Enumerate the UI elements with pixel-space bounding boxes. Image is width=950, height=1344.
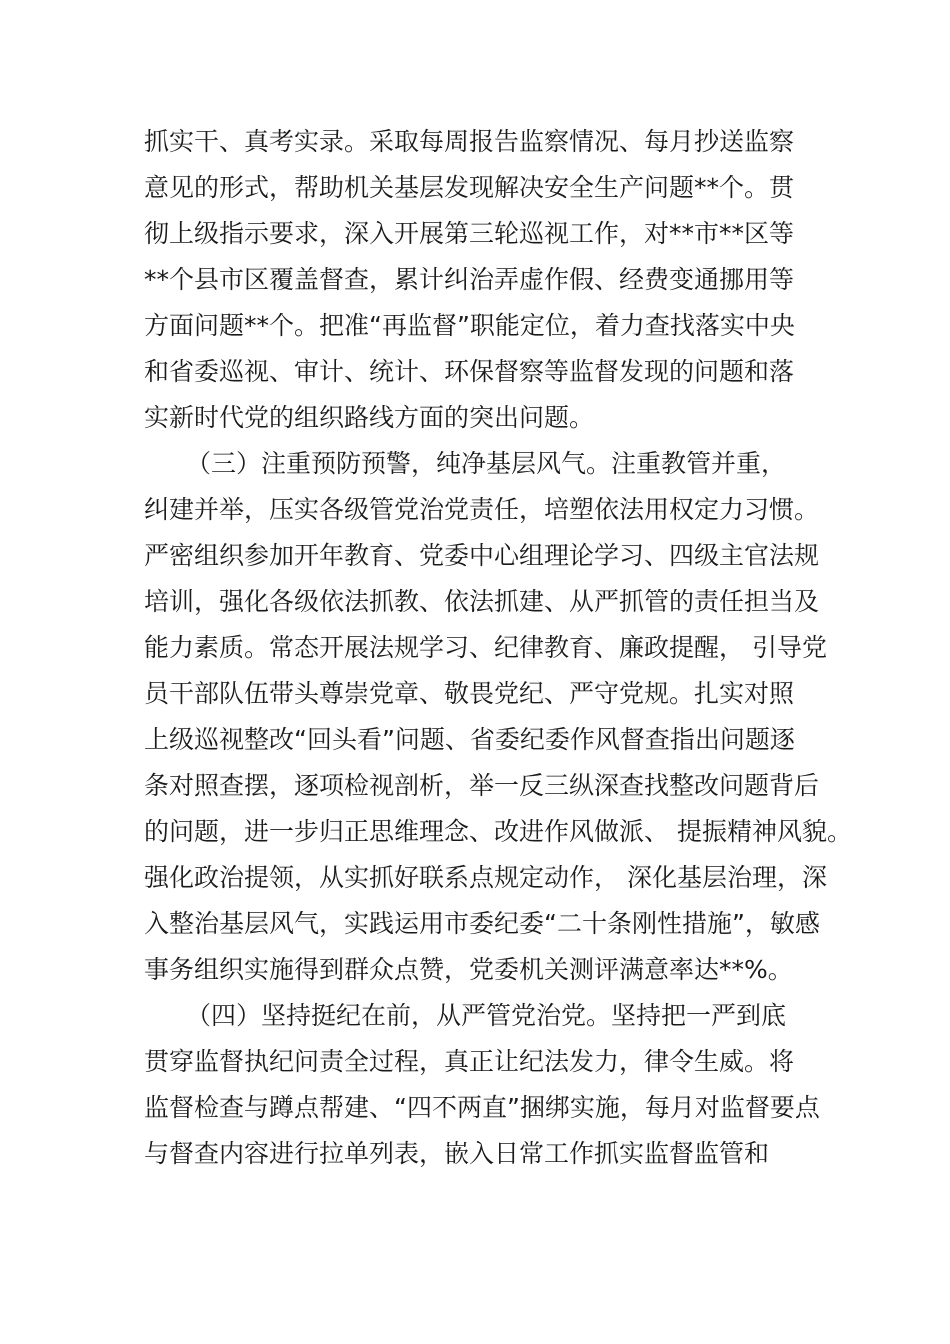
text-line: 培训，强化各级依法抓教、依法抓建、从严抓管的责任担当及 (144, 587, 820, 616)
section-heading-line: （四）坚持挺纪在前，从严管党治党。坚持把一严到底 (186, 1001, 787, 1030)
text-line: 贯穿监督执纪问责全过程，真正让纪法发力，律令生威。将 (144, 1047, 795, 1076)
text-line: 方面问题**个。把准“再监督”职能定位，着力查找落实中央 (144, 311, 795, 340)
text-line: 监督检查与蹲点帮建、“四不两直”捆绑实施，每月对监督要点 (144, 1093, 820, 1122)
text-line: 强化政治提领，从实抓好联系点规定动作， 深化基层治理，深 (144, 863, 827, 892)
text-line: 的问题，进一步归正思维理念、改进作风做派、 提振精神风貌。 (144, 817, 852, 846)
text-line: 条对照查摆，逐项检视剖析，举一反三纵深查找整改问题背后 (144, 771, 820, 800)
text-line: 意见的形式，帮助机关基层发现解决安全生产问题**个。贯 (144, 173, 795, 202)
text-line: 与督查内容进行拉单列表，嵌入日常工作抓实监督监管和 (144, 1139, 770, 1168)
text-line: 实新时代党的组织路线方面的突出问题。 (144, 403, 595, 432)
text-line: 纠建并举，压实各级管党治党责任，培塑依法用权定力习惯。 (144, 495, 820, 524)
text-line: 能力素质。常态开展法规学习、纪律教育、廉政提醒， 引导党 (144, 633, 827, 662)
text-line: 严密组织参加开年教育、党委中心组理论学习、四级主官法规 (144, 541, 820, 570)
text-line: 上级巡视整改“回头看”问题、省委纪委作风督查指出问题逐 (144, 725, 795, 754)
text-line: 和省委巡视、审计、统计、环保督察等监督发现的问题和落 (144, 357, 795, 386)
text-line: 彻上级指示要求，深入开展第三轮巡视工作，对**市**区等 (144, 219, 795, 248)
text-line: 员干部队伍带头尊崇党章、敬畏党纪、严守党规。扎实对照 (144, 679, 795, 708)
text-line: 事务组织实施得到群众点赞，党委机关测评满意率达**%。 (144, 955, 793, 984)
text-line: 入整治基层风气，实践运用市委纪委“二十条刚性措施”，敏感 (144, 909, 820, 938)
text-line: **个县市区覆盖督查，累计纠治弄虚作假、经费变通挪用等 (144, 265, 795, 294)
text-line: 抓实干、真考实录。采取每周报告监察情况、每月抄送监察 (144, 127, 795, 156)
section-heading-line: （三）注重预防预警，纯净基层风气。注重教管并重， (186, 449, 787, 478)
